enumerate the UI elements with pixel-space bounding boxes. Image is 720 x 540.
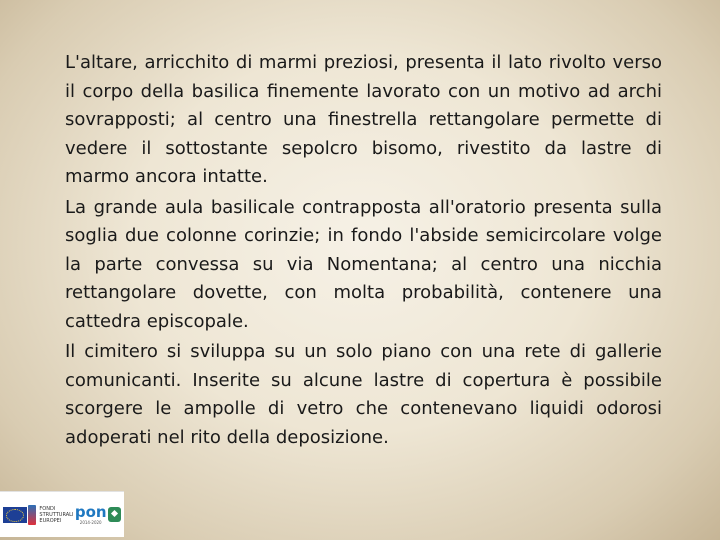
italian-republic-emblem-icon: [108, 507, 121, 522]
fondi-strutturali-icon: [28, 505, 73, 525]
pon-sub-label: 2014-2020: [79, 519, 102, 525]
paragraph-altare: L'altare, arricchito di marmi preziosi, presenta il lato rivolto verso il corpo della basilica finemente lavorato con un motivo ad archi sovrapposti; al centro una finestrella rettangolare permette di vedere il sottostante sepolcro bisomo, rivestito da lastre di marmo ancora intatte.: [65, 52, 662, 187]
eu-flag-icon: [3, 507, 27, 523]
pon-label: pon: [74, 502, 107, 521]
footer-logo-strip: [0, 491, 124, 537]
paragraph-aula: La grande aula basilicale contrapposta all'oratorio presenta sulla soglia due colonne corinzie; in fondo l'abside semicircolare volge la parte convessa su via Nomentana; al centro una nicchia rettangolare dovette, con molta probabilità, contenere una cattedra episcopale.: [65, 196, 662, 332]
pon-logo-icon: [74, 502, 107, 525]
slide-text: [65, 49, 662, 454]
fondi-line-3: EUROPEI: [39, 517, 62, 524]
fondi-line-1: FONDI: [39, 505, 56, 512]
paragraph-cimitero: Il cimitero si sviluppa su un solo piano con una rete di gallerie comunicanti. Inserite su alcune lastre di copertura è possibile scorgere le ampolle di vetro che contenevano liquidi odorosi adoperati nel rito della deposizione.: [65, 341, 662, 448]
fondi-line-2: STRUTTURALI: [39, 511, 74, 518]
